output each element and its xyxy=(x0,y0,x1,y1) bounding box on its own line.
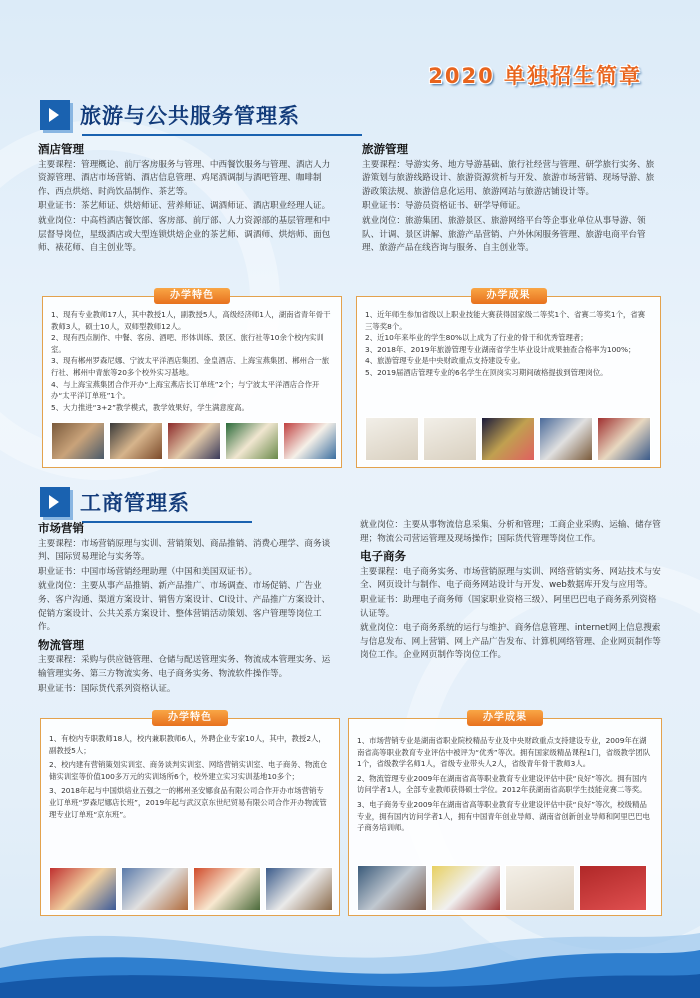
certificate-photo xyxy=(365,417,419,461)
certificate-photo xyxy=(423,417,477,461)
photo xyxy=(597,417,651,461)
features-list xyxy=(51,309,333,413)
list-item: 3、2018年起与中国烘焙业五强之一的郴州圣安娜食品有限公司合作开办市场营销专业订单班“罗森尼娜店长班”，2019年起与武汉京东世纪贸易有限公司合作开办物流管理专业订单班“京东班”。 xyxy=(49,786,327,819)
major-paragraph: 职业证书：国际货代系列资格认证。 xyxy=(38,683,176,694)
photo xyxy=(481,417,535,461)
tourism-section-header xyxy=(40,98,300,132)
major-paragraph: 职业证书：中国市场营销经理助理（中国和美国双证书）。 xyxy=(38,566,258,577)
features-tag: 办学特色 xyxy=(154,288,230,304)
section-title: 工商管理系 xyxy=(80,491,190,515)
list-item: 1、有校内专职教师18人，校内兼职教师6人，外聘企业专家10人，其中，教授2人，副教授5人； xyxy=(49,734,326,755)
list-item: 3、现有郴州罗森尼娜、宁波太平洋酒店集团、金皇酒店、上海宝燕集团、郴州合一旅行社、郴州中青旅等20多个校外实习基地。 xyxy=(51,356,330,377)
tourism-achievements-box xyxy=(356,290,661,468)
list-item: 1、现有专业教师17人，其中教授1人，副教授5人，高级经济师1人，湖南省青年骨干教师3人，硕士10人，双师型教师12人。 xyxy=(51,310,331,331)
major-paragraph: 主要课程：管理概论、前厅客房服务与管理、中西餐饮服务与管理、酒店人力资源管理、酒店市场营销、酒店信息管理、鸡尾酒调制与酒吧管理、咖啡制作、西点烘焙、时尚饮品制作、茶艺等。 xyxy=(38,159,331,197)
business-left-column xyxy=(38,522,338,697)
photo xyxy=(51,422,105,460)
hotel-management-column xyxy=(38,143,336,257)
list-item: 4、旅游管理专业是中央财政重点支持建设专业。 xyxy=(365,356,525,366)
major-paragraph: 主要课程：采购与供应链管理、仓储与配送管理实务、物流成本管理实务、运输管理实务、第三方物流实务、电子商务实务、物流软件操作等。 xyxy=(38,655,331,679)
business-achievements-box xyxy=(348,712,662,916)
bottom-wave-decoration xyxy=(0,888,700,998)
section-underline xyxy=(82,134,362,136)
achievements-tag: 办学成果 xyxy=(467,710,543,726)
play-icon xyxy=(40,100,70,130)
major-paragraph: 就业岗位：中高档酒店餐饮部、客房部、前厅部、人力资源部的基层管理和中层督导岗位，星级酒店或大型连锁烘焙企业的茶艺师、调酒师、烘焙师、面包师、裱花师、自主创业等。 xyxy=(38,215,331,254)
section-title: 旅游与公共服务管理系 xyxy=(80,104,300,128)
major-paragraph: 就业岗位：主要从事物流信息采集、分析和管理；工商企业采购、运输、储存管理；物流公司营运管理及现场操作；国际货代管理等岗位工作。 xyxy=(360,520,661,544)
major-paragraph: 主要课程：电子商务实务、市场营销原理与实训、网络营销实务、网站技术与安全、网页设计与制作、电子商务网站设计与开发、web数据库开发与应用等。 xyxy=(360,566,661,591)
photo-strip xyxy=(51,422,337,460)
list-item: 2、现有西点制作、中餐、客房、酒吧、形体训练、景区、旅行社等10余个校内实训室。 xyxy=(51,333,324,354)
business-section-header xyxy=(40,485,190,519)
tourism-management-column xyxy=(362,143,662,257)
list-item: 3、电子商务专业2009年在湖南省高等职业教育专业建设评估中获“良好”等次，校级精品专业，拥有国内访问学者1人，拥有中国青年创业导师、湖南省创新创业导师和阿里巴巴电子商务培训师。 xyxy=(357,799,650,833)
major-title: 酒店管理 xyxy=(38,142,84,156)
photo xyxy=(225,422,279,460)
major-paragraph: 主要课程：导游实务、地方导游基础、旅行社经营与管理、研学旅行实务、旅游策划与旅游线路设计、旅游资源赏析与开发、旅游市场营销、现场导游、旅游政策法规、旅游信息化运用、旅游网站与旅游店铺设计等。 xyxy=(362,159,655,197)
major-paragraph: 职业证书：助理电子商务师（国家职业资格三级）、阿里巴巴电子商务系列资格认证等。 xyxy=(360,594,657,619)
achievements-list xyxy=(365,309,652,379)
photo xyxy=(109,422,163,460)
achievements-tag: 办学成果 xyxy=(471,288,547,304)
photo xyxy=(167,422,221,460)
major-title: 市场营销 xyxy=(38,521,84,535)
major-title: 电子商务 xyxy=(360,549,406,564)
major-paragraph: 就业岗位：主要从事产品推销、新产品推广、市场调查、市场促销、广告业务、客户沟通、渠道方案设计、销售方案设计、CI设计、产品推广方案设计、促销方案设计、公共关系方案设计、整体营销活动策划、客户管理等岗位工作。 xyxy=(38,581,331,633)
major-paragraph: 就业岗位：电子商务系统的运行与维护、商务信息管理、internet网上信息搜索与信息发布、网上营销、网上产品广告发布、计算机网络管理、企业网页制作等岗位工作。企业网页制作等岗位工作。 xyxy=(360,623,661,661)
photo xyxy=(283,422,337,460)
play-icon xyxy=(40,487,70,517)
list-item: 1、市场营销专业是湖南省职业院校精品专业及中央财政重点支持建设专业，2009年在湖南省高等职业教育专业评估中被评为“优秀”等次。拥有国家级精品课程1门，省级教学团队1个，省级教学名师1人，省级专业带头人2人，省级青年骨干教师3人。 xyxy=(357,736,651,769)
list-item: 5、大力推进“3+2”教学模式，教学效果好，学生满意度高。 xyxy=(51,402,249,412)
list-item: 2、校内建有营销策划实训室、商务谈判实训室、网络营销实训室、电子商务、物流仓储实训室等价值100多万元的实训场所6个，校外建立实习实训基地10多个； xyxy=(49,760,328,781)
major-paragraph: 职业证书：导游员资格证书、研学导师证。 xyxy=(362,201,526,212)
achievements-list xyxy=(357,735,653,834)
features-list xyxy=(49,733,331,820)
major-title: 物流管理 xyxy=(38,637,84,652)
brochure-banner: 2020 单独招生简章 xyxy=(428,64,642,88)
list-item: 2、物流管理专业2009年在湖南省高等职业教育专业建设评估中获“良好”等次。拥有国内访问学者1人，全部专业教师获得硕士学位。2012年获湖南省高职学生技能竞赛二等奖。 xyxy=(357,773,647,795)
photo xyxy=(539,417,593,461)
features-tag: 办学特色 xyxy=(152,710,228,726)
photo-strip xyxy=(365,417,651,461)
list-item: 2、近10年来毕业的学生80%以上成为了行业的骨干和优秀管理者； xyxy=(365,333,588,343)
major-title: 旅游管理 xyxy=(362,142,408,156)
list-item: 5、2019届酒店管理专业的6名学生在顶岗实习期间破格提拔到管理岗位。 xyxy=(365,367,608,377)
business-features-box xyxy=(40,712,340,916)
major-paragraph: 职业证书：茶艺师证、烘焙师证、营养师证、调酒师证、酒店职业经理人证。 xyxy=(38,201,331,212)
list-item: 1、近年师生参加省级以上职业技能大赛获得国家级二等奖1个、省赛二等奖1个，省赛三等奖8个。 xyxy=(365,310,646,331)
major-paragraph: 主要课程：市场营销原理与实训、营销策划、商品推销、消费心理学、商务谈判、国际贸易理论与实务等。 xyxy=(38,538,331,563)
list-item: 4、与上海宝燕集团合作开办“上海宝燕店长订单班”2个；与宁波太平洋酒店合作开办“太平洋订单班”1个。 xyxy=(51,379,320,401)
major-paragraph: 就业岗位：旅游集团、旅游景区、旅游网络平台等企事业单位从事导游、领队、计调、景区讲解、旅游产品营销、户外休闲服务管理、旅游电商平台管理、旅游产品在线咨询与服务、自主创业等。 xyxy=(362,215,646,254)
business-right-column xyxy=(360,519,662,664)
list-item: 3、2018年、2019年旅游管理专业湖南省学生毕业设计成果抽查合格率为100%； xyxy=(365,344,636,354)
tourism-features-box xyxy=(42,290,342,468)
